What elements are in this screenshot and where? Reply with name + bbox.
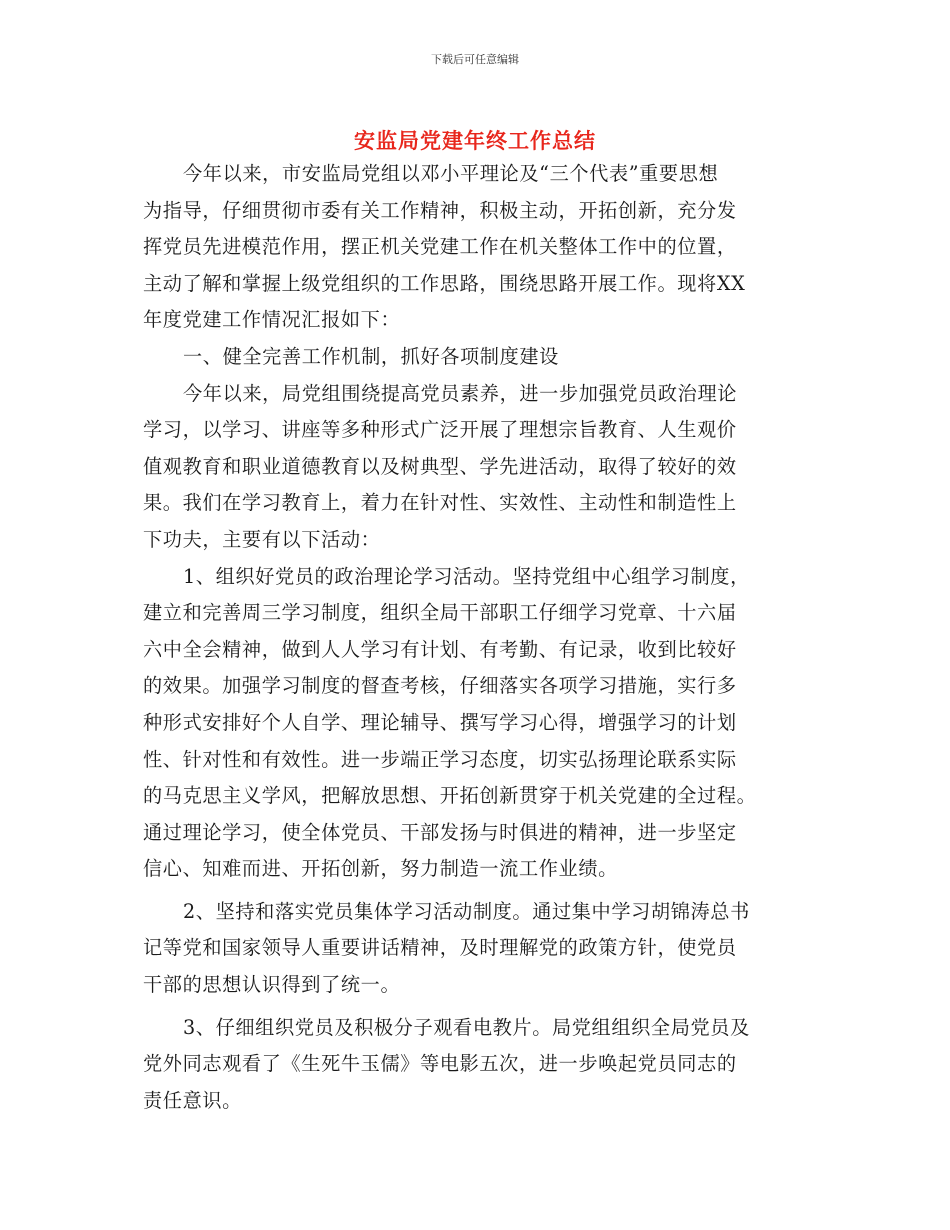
section-heading-1: 一、健全完善工作机制，抓好各项制度建设 — [183, 344, 559, 368]
header-note: 下载后可任意编辑 — [431, 53, 519, 66]
document-title: 安监局党建年终工作总结 — [354, 128, 596, 154]
paragraph-intro: 今年以来，市安监局党组以邓小平理论及“三个代表”重要思想 为指导，仔细贯彻市委有关工作精神，积极主动，开拓创新，充分发 挥党员先进模范作用，摆正机关党建工作在机关整体工作中的位置， 主动了解和掌握上级党组织的工作思路，围绕思路开展工作。现将XX 年度党建工作情况汇报如下： — [143, 162, 746, 332]
paragraph-item-3: 3、仔细组织党员及积极分子观看电教片。局党组组织全局党员及 党外同志观看了《生死牛玉儒》等电影五次，进一步唤起党员同志的 责任意识。 — [143, 1015, 750, 1112]
paragraph-item-1: 1、组织好党员的政治理论学习活动。坚持党组中心组学习制度， 建立和完善周三学习制度，组织全局干部职工仔细学习党章、十六届 六中全会精神，做到人人学习有计划、有考勤、有记录，收到比较好 的效果。加强学习制度的督查考核，仔细落实各项学习措施，实行多 种形式安排好个人自学、理论辅导、撰写学习心得，增强学习的计划 性、针对性和有效性。进一步端正学习态度，切实弘扬理论联系实际 的马克思主义学风，把解放思想、开拓创新贯穿于机关党建的全过程。 通过理论学习，使全体党员、干部发扬与时俱进的精神，进一步坚定 信心、知难而进、开拓创新，努力制造一流工作业绩。 — [143, 564, 757, 881]
paragraph-section-1: 今年以来，局党组围绕提高党员素养，进一步加强党员政治理论 学习，以学习、讲座等多种形式广泛开展了理想宗旨教育、人生观价 值观教育和职业道德教育以及树典型、学先进活动，取得了较好的效 果。我们在学习教育上，着力在针对性、实效性、主动性和制造性上 下功夫，主要有以下活动： — [143, 381, 738, 551]
paragraph-item-2: 2、坚持和落实党员集体学习活动制度。通过集中学习胡锦涛总书 记等党和国家领导人重要讲话精神，及时理解党的政策方针，使党员 干部的思想认识得到了统一。 — [143, 899, 750, 997]
document-body — [143, 156, 803, 1119]
